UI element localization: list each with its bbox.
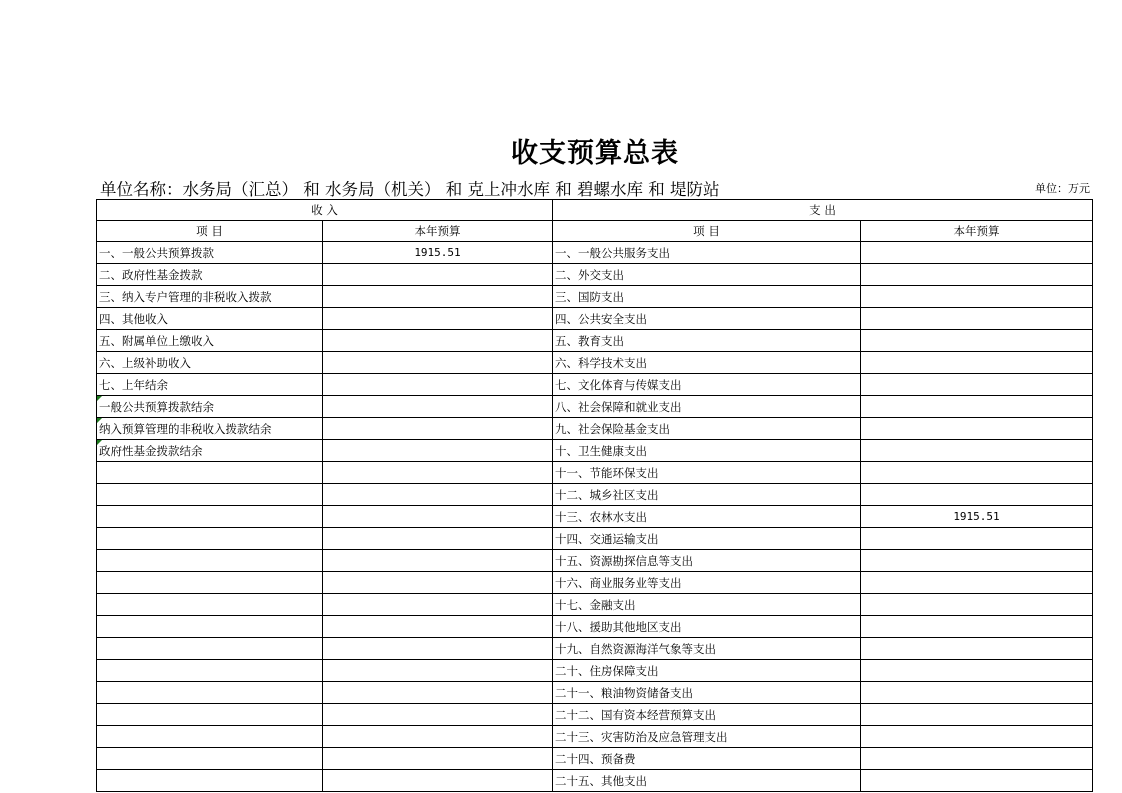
expense-budget-header: 本年预算 — [861, 221, 1093, 242]
income-item-cell[interactable]: 纳入预算管理的非税收入拨款结余 — [97, 418, 323, 440]
table-header-row — [97, 200, 1093, 221]
table-row — [97, 748, 1093, 770]
expense-item-cell[interactable]: 十四、交通运输支出 — [553, 528, 861, 550]
expense-item-cell[interactable]: 四、公共安全支出 — [553, 308, 861, 330]
table-row — [97, 594, 1093, 616]
expense-budget-cell[interactable] — [861, 352, 1093, 374]
expense-item-cell[interactable]: 五、教育支出 — [553, 330, 861, 352]
table-row — [97, 264, 1093, 286]
table-row — [97, 506, 1093, 528]
expense-item-cell[interactable]: 三、国防支出 — [553, 286, 861, 308]
income-item-cell[interactable] — [97, 616, 323, 638]
expense-budget-cell[interactable] — [861, 660, 1093, 682]
budget-summary-table — [96, 199, 1093, 792]
expense-item-cell[interactable]: 十二、城乡社区支出 — [553, 484, 861, 506]
table-row — [97, 726, 1093, 748]
table-row — [97, 704, 1093, 726]
expense-budget-cell[interactable] — [861, 550, 1093, 572]
income-item-cell[interactable] — [97, 550, 323, 572]
expense-item-cell[interactable]: 二十四、预备费 — [553, 748, 861, 770]
income-budget-cell[interactable] — [323, 506, 553, 528]
expense-budget-cell[interactable] — [861, 286, 1093, 308]
expense-item-cell[interactable]: 二十五、其他支出 — [553, 770, 861, 792]
expense-item-cell[interactable]: 二十、住房保障支出 — [553, 660, 861, 682]
income-item-cell[interactable]: 一、一般公共预算拨款 — [97, 242, 323, 264]
expense-item-cell[interactable]: 十七、金融支出 — [553, 594, 861, 616]
income-item-cell[interactable] — [97, 704, 323, 726]
page-title: 收支预算总表 — [511, 138, 679, 169]
expense-budget-cell[interactable] — [861, 308, 1093, 330]
expense-budget-cell[interactable] — [861, 462, 1093, 484]
expense-item-cell[interactable]: 十九、自然资源海洋气象等支出 — [553, 638, 861, 660]
table-row — [97, 374, 1093, 396]
income-item-cell[interactable]: 五、附属单位上缴收入 — [97, 330, 323, 352]
income-item-cell[interactable] — [97, 682, 323, 704]
table-row — [97, 682, 1093, 704]
expense-item-cell[interactable]: 十八、援助其他地区支出 — [553, 616, 861, 638]
expense-budget-cell[interactable] — [861, 638, 1093, 660]
table-row — [97, 616, 1093, 638]
income-budget-cell[interactable] — [323, 572, 553, 594]
income-budget-cell[interactable] — [323, 594, 553, 616]
table-row — [97, 462, 1093, 484]
income-item-cell[interactable] — [97, 572, 323, 594]
expense-item-cell[interactable]: 一、一般公共服务支出 — [553, 242, 861, 264]
expense-budget-cell[interactable] — [861, 374, 1093, 396]
expense-item-cell[interactable]: 七、文化体育与传媒支出 — [553, 374, 861, 396]
unit-name-line: 单位名称：水务局（汇总） 和 水务局（机关） 和 克上冲水库 和 碧螺水库 和 堤防站 — [100, 180, 720, 199]
expense-budget-cell[interactable] — [861, 682, 1093, 704]
income-budget-cell[interactable] — [323, 462, 553, 484]
income-budget-cell[interactable] — [323, 440, 553, 462]
income-budget-cell[interactable]: 1915.51 — [323, 242, 553, 264]
income-item-cell[interactable] — [97, 462, 323, 484]
expense-budget-cell[interactable] — [861, 726, 1093, 748]
income-budget-cell[interactable] — [323, 726, 553, 748]
expense-budget-cell[interactable] — [861, 418, 1093, 440]
expense-item-cell[interactable]: 二十二、国有资本经营预算支出 — [553, 704, 861, 726]
income-item-cell[interactable]: 二、政府性基金拨款 — [97, 264, 323, 286]
income-item-cell[interactable] — [97, 594, 323, 616]
currency-unit-label: 单位：万元 — [1035, 182, 1090, 195]
income-item-cell[interactable] — [97, 484, 323, 506]
expense-item-cell[interactable]: 二十三、灾害防治及应急管理支出 — [553, 726, 861, 748]
income-budget-cell[interactable] — [323, 748, 553, 770]
income-item-cell[interactable]: 政府性基金拨款结余 — [97, 440, 323, 462]
table-row — [97, 660, 1093, 682]
expense-budget-cell[interactable] — [861, 396, 1093, 418]
expense-item-cell[interactable]: 十五、资源勘探信息等支出 — [553, 550, 861, 572]
expense-item-cell[interactable]: 二、外交支出 — [553, 264, 861, 286]
table-row — [97, 330, 1093, 352]
income-budget-cell[interactable] — [323, 396, 553, 418]
expense-budget-cell[interactable] — [861, 616, 1093, 638]
expense-item-cell[interactable]: 十三、农林水支出 — [553, 506, 861, 528]
income-item-cell[interactable] — [97, 770, 323, 792]
table-row — [97, 638, 1093, 660]
table-row — [97, 572, 1093, 594]
expense-budget-cell[interactable] — [861, 572, 1093, 594]
expense-budget-cell[interactable] — [861, 264, 1093, 286]
income-item-cell[interactable] — [97, 638, 323, 660]
income-budget-cell[interactable] — [323, 330, 553, 352]
expense-budget-cell[interactable] — [861, 748, 1093, 770]
income-item-cell[interactable] — [97, 748, 323, 770]
expense-budget-cell[interactable] — [861, 484, 1093, 506]
income-budget-cell[interactable] — [323, 528, 553, 550]
expense-budget-cell[interactable]: 1915.51 — [861, 506, 1093, 528]
income-budget-cell[interactable] — [323, 616, 553, 638]
income-budget-cell[interactable] — [323, 638, 553, 660]
income-item-cell[interactable]: 三、纳入专户管理的非税收入拨款 — [97, 286, 323, 308]
income-item-cell[interactable] — [97, 660, 323, 682]
income-budget-cell[interactable] — [323, 770, 553, 792]
expense-item-cell[interactable]: 六、科学技术支出 — [553, 352, 861, 374]
expense-item-cell[interactable]: 九、社会保险基金支出 — [553, 418, 861, 440]
expense-item-cell[interactable]: 十、卫生健康支出 — [553, 440, 861, 462]
expense-budget-cell[interactable] — [861, 594, 1093, 616]
income-item-cell[interactable] — [97, 528, 323, 550]
income-item-header: 项 目 — [97, 221, 323, 242]
expense-budget-cell[interactable] — [861, 770, 1093, 792]
expense-item-cell[interactable]: 八、社会保障和就业支出 — [553, 396, 861, 418]
table-row — [97, 308, 1093, 330]
expense-budget-cell[interactable] — [861, 242, 1093, 264]
income-header: 收 入 — [97, 200, 553, 221]
income-budget-cell[interactable] — [323, 682, 553, 704]
table-row — [97, 484, 1093, 506]
income-budget-cell[interactable] — [323, 374, 553, 396]
income-item-cell[interactable]: 一般公共预算拨款结余 — [97, 396, 323, 418]
cell-error-indicator-icon — [97, 418, 102, 423]
income-item-cell[interactable]: 七、上年结余 — [97, 374, 323, 396]
cell-error-indicator-icon — [97, 396, 102, 401]
income-item-cell[interactable]: 六、上级补助收入 — [97, 352, 323, 374]
cell-error-indicator-icon — [97, 440, 102, 445]
income-item-cell[interactable] — [97, 506, 323, 528]
table-row — [97, 286, 1093, 308]
table-subheader-row — [97, 221, 1093, 242]
table-row — [97, 396, 1093, 418]
expense-budget-cell[interactable] — [861, 704, 1093, 726]
income-budget-cell[interactable] — [323, 418, 553, 440]
expense-item-header: 项 目 — [553, 221, 861, 242]
income-budget-cell[interactable] — [323, 660, 553, 682]
income-item-cell[interactable]: 四、其他收入 — [97, 308, 323, 330]
income-budget-cell[interactable] — [323, 308, 553, 330]
income-budget-cell[interactable] — [323, 550, 553, 572]
expense-budget-cell[interactable] — [861, 440, 1093, 462]
table-row — [97, 418, 1093, 440]
expense-budget-cell[interactable] — [861, 528, 1093, 550]
income-budget-cell[interactable] — [323, 264, 553, 286]
income-budget-cell[interactable] — [323, 704, 553, 726]
expense-item-cell[interactable]: 二十一、粮油物资储备支出 — [553, 682, 861, 704]
table-row — [97, 770, 1093, 792]
table-row — [97, 528, 1093, 550]
table-row — [97, 242, 1093, 264]
expense-item-cell[interactable]: 十六、商业服务业等支出 — [553, 572, 861, 594]
expense-budget-cell[interactable] — [861, 330, 1093, 352]
income-budget-header: 本年预算 — [323, 221, 553, 242]
table-row — [97, 352, 1093, 374]
income-budget-cell[interactable] — [323, 286, 553, 308]
expense-item-cell[interactable]: 十一、节能环保支出 — [553, 462, 861, 484]
income-budget-cell[interactable] — [323, 484, 553, 506]
income-budget-cell[interactable] — [323, 352, 553, 374]
table-row — [97, 440, 1093, 462]
income-item-cell[interactable] — [97, 726, 323, 748]
table-row — [97, 550, 1093, 572]
expense-header: 支 出 — [553, 200, 1093, 221]
